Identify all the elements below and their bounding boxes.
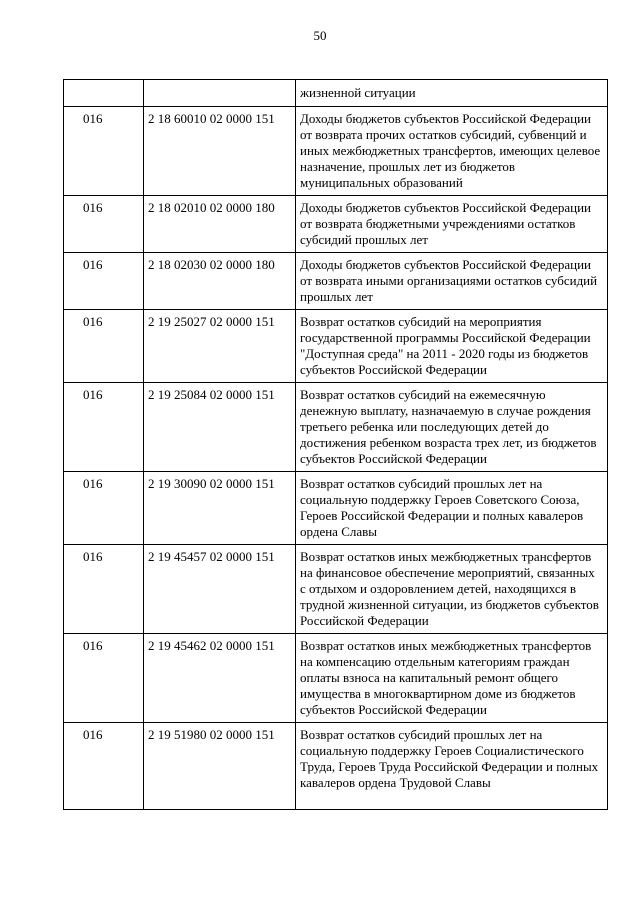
budget-code-cell xyxy=(144,80,296,107)
income-name-cell: жизненной ситуации xyxy=(296,80,608,107)
table-row xyxy=(64,723,608,810)
table-row xyxy=(64,253,608,310)
budget-code-cell: 2 18 60010 02 0000 151 xyxy=(144,107,296,196)
budget-code-cell: 2 19 45462 02 0000 151 xyxy=(144,634,296,723)
income-name-cell: Возврат остатков субсидий на ежемесячную денежную выплату, назначаемую в случае рождения третьего ребенка или последующих детей до достижения ребенком возраста трех лет, из бюджетов субъектов Российской Федерации xyxy=(296,383,608,472)
admin-code-cell: 016 xyxy=(64,310,144,383)
admin-code-cell: 016 xyxy=(64,723,144,810)
table-row xyxy=(64,310,608,383)
budget-code-cell: 2 19 45457 02 0000 151 xyxy=(144,545,296,634)
table-row xyxy=(64,472,608,545)
income-name-cell: Возврат остатков иных межбюджетных трансфертов на финансовое обеспечение мероприятий, связанных с отдыхом и оздоровлением детей, находящихся в трудной жизненной ситуации, из бюджетов субъектов Российской Федерации xyxy=(296,545,608,634)
admin-code-cell: 016 xyxy=(64,253,144,310)
income-name-cell: Возврат остатков иных межбюджетных трансфертов на компенсацию отдельным категориям граждан оплаты взноса на капитальный ремонт общего имущества в многоквартирном доме из бюджетов субъектов Российской Федерации xyxy=(296,634,608,723)
income-name-cell: Возврат остатков субсидий прошлых лет на социальную поддержку Героев Социалистического Труда, Героев Труда Российской Федерации и полных кавалеров ордена Трудовой Славы xyxy=(296,723,608,810)
income-name-cell: Возврат остатков субсидий на мероприятия государственной программы Российской Федерации "Доступная среда" на 2011 - 2020 годы из бюджетов субъектов Российской Федерации xyxy=(296,310,608,383)
admin-code-cell: 016 xyxy=(64,107,144,196)
table-row xyxy=(64,196,608,253)
budget-classification-table xyxy=(63,79,608,810)
admin-code-cell xyxy=(64,80,144,107)
page-number: 50 xyxy=(313,28,327,43)
budget-code-cell: 2 18 02030 02 0000 180 xyxy=(144,253,296,310)
budget-code-cell: 2 19 51980 02 0000 151 xyxy=(144,723,296,810)
income-name-cell: Возврат остатков субсидий прошлых лет на социальную поддержку Героев Советского Союза, Героев Российской Федерации и полных кавалеров ордена Славы xyxy=(296,472,608,545)
income-name-cell: Доходы бюджетов субъектов Российской Федерации от возврата иными организациями остатков субсидий прошлых лет xyxy=(296,253,608,310)
budget-code-cell: 2 19 25084 02 0000 151 xyxy=(144,383,296,472)
table-row xyxy=(64,107,608,196)
table-row xyxy=(64,545,608,634)
admin-code-cell: 016 xyxy=(64,634,144,723)
admin-code-cell: 016 xyxy=(64,383,144,472)
budget-code-cell: 2 19 30090 02 0000 151 xyxy=(144,472,296,545)
table-row xyxy=(64,383,608,472)
table-row xyxy=(64,80,608,107)
admin-code-cell: 016 xyxy=(64,545,144,634)
budget-code-cell: 2 19 25027 02 0000 151 xyxy=(144,310,296,383)
admin-code-cell: 016 xyxy=(64,196,144,253)
income-name-cell: Доходы бюджетов субъектов Российской Федерации от возврата прочих остатков субсидий, субвенций и иных межбюджетных трансфертов, имеющих целевое назначение, прошлых лет из бюджетов муниципальных образований xyxy=(296,107,608,196)
admin-code-cell: 016 xyxy=(64,472,144,545)
budget-code-cell: 2 18 02010 02 0000 180 xyxy=(144,196,296,253)
table-row xyxy=(64,634,608,723)
income-name-cell: Доходы бюджетов субъектов Российской Федерации от возврата бюджетными учреждениями остатков субсидий прошлых лет xyxy=(296,196,608,253)
